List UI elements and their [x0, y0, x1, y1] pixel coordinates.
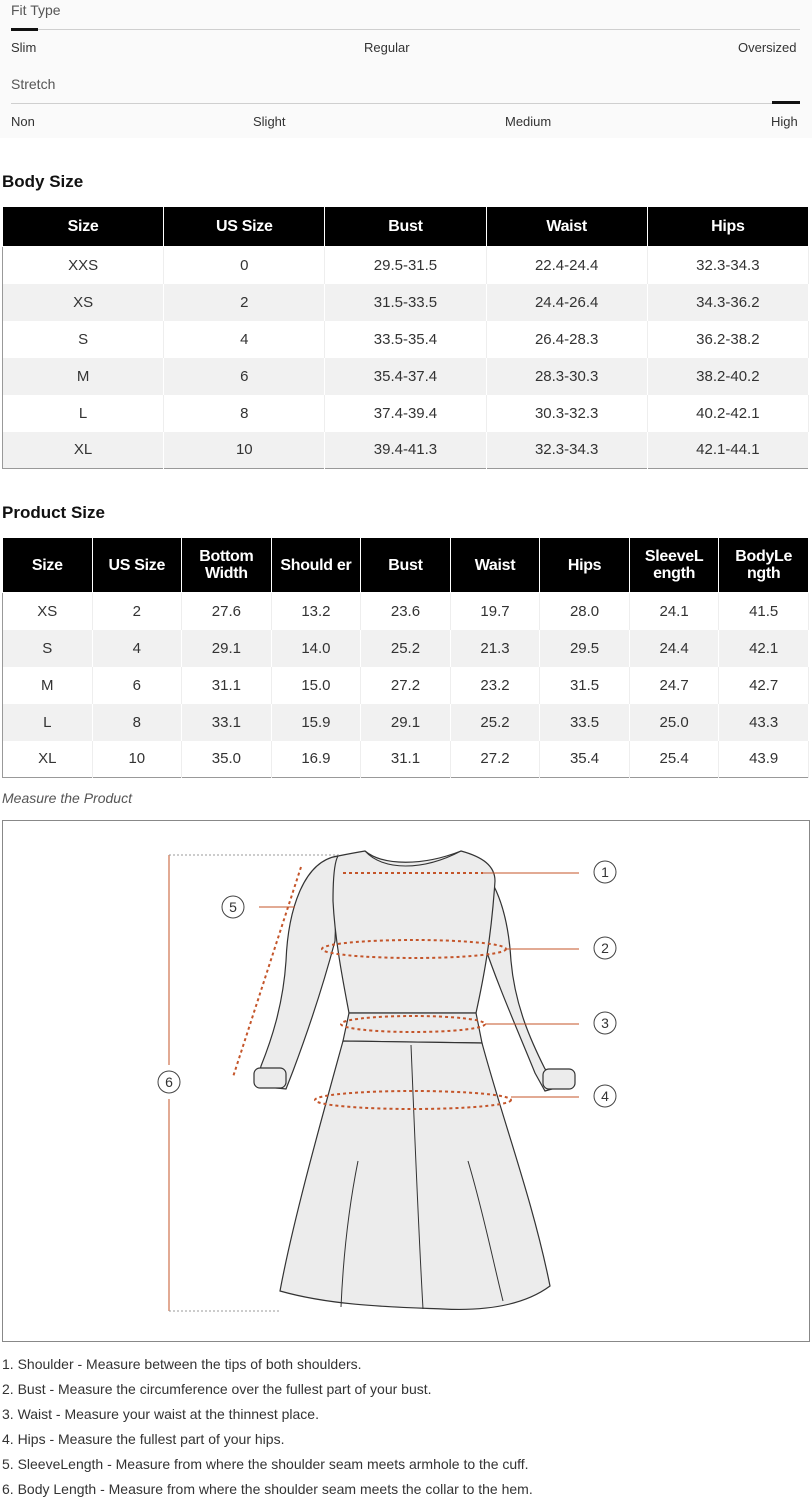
column-header: Waist: [450, 538, 540, 593]
table-cell: XS: [3, 593, 93, 630]
fit-type-label-oversized: Oversized: [738, 40, 797, 55]
table-cell: 37.4-39.4: [325, 395, 486, 432]
measurement-notes: [2, 1355, 810, 1505]
table-cell: 29.1: [182, 630, 272, 667]
table-cell: 15.0: [271, 667, 361, 704]
marker-label-3: 3: [601, 1015, 609, 1031]
bodice: [333, 851, 495, 1013]
table-cell: 14.0: [271, 630, 361, 667]
note-shoulder: 1. Shoulder - Measure between the tips of both shoulders.: [2, 1356, 362, 1372]
table-row: [3, 321, 809, 358]
column-header: US Size: [164, 207, 325, 247]
fit-type-track: [11, 29, 800, 30]
table-cell: 31.1: [361, 741, 451, 778]
table-cell: 2: [92, 593, 182, 630]
table-cell: 4: [164, 321, 325, 358]
product-size-title: Product Size: [2, 503, 105, 522]
column-header: Size: [3, 207, 164, 247]
table-cell: 19.7: [450, 593, 540, 630]
dress-illustration: [254, 851, 575, 1309]
product-size-table: [2, 537, 809, 778]
table-cell: 36.2-38.2: [647, 321, 808, 358]
table-cell: 42.1-44.1: [647, 432, 808, 469]
table-cell: 35.0: [182, 741, 272, 778]
table-cell: 25.0: [629, 704, 719, 741]
table-cell: XXS: [3, 247, 164, 284]
table-cell: 21.3: [450, 630, 540, 667]
table-cell: XL: [3, 741, 93, 778]
table-cell: 33.5: [540, 704, 630, 741]
table-cell: 29.1: [361, 704, 451, 741]
table-row: [3, 741, 809, 778]
table-cell: 23.2: [450, 667, 540, 704]
table-cell: 31.5: [540, 667, 630, 704]
stretch-label-medium: Medium: [505, 114, 552, 129]
table-cell: 35.4-37.4: [325, 358, 486, 395]
column-header: Should er: [271, 538, 361, 593]
table-cell: 27.2: [450, 741, 540, 778]
table-row: [3, 284, 809, 321]
left-cuff: [254, 1068, 286, 1088]
table-cell: 40.2-42.1: [647, 395, 808, 432]
measure-diagram: [2, 820, 810, 1342]
marker-label-1: 1: [601, 864, 609, 880]
table-cell: 22.4-24.4: [486, 247, 647, 284]
dress-diagram: [3, 821, 809, 1341]
left-sleeve: [256, 856, 338, 1089]
table-cell: XL: [3, 432, 164, 469]
table-cell: 35.4: [540, 741, 630, 778]
table-header-row: [3, 538, 809, 593]
table-cell: 33.5-35.4: [325, 321, 486, 358]
note-waist: 3. Waist - Measure your waist at the thinnest place.: [2, 1406, 319, 1422]
table-cell: 0: [164, 247, 325, 284]
table-row: [3, 395, 809, 432]
table-cell: 2: [164, 284, 325, 321]
table-cell: 26.4-28.3: [486, 321, 647, 358]
marker-label-6: 6: [165, 1074, 173, 1090]
table-cell: 43.9: [719, 741, 809, 778]
table-cell: 13.2: [271, 593, 361, 630]
table-cell: 23.6: [361, 593, 451, 630]
table-cell: 24.1: [629, 593, 719, 630]
column-header: Bust: [361, 538, 451, 593]
body-size-title: Body Size: [2, 172, 84, 191]
table-cell: 31.5-33.5: [325, 284, 486, 321]
stretch-label-non: Non: [11, 114, 35, 129]
column-header: Hips: [647, 207, 808, 247]
table-cell: 33.1: [182, 704, 272, 741]
table-cell: 29.5: [540, 630, 630, 667]
table-row: [3, 432, 809, 469]
fit-type-indicator: [11, 28, 38, 31]
table-cell: 6: [92, 667, 182, 704]
table-row: [3, 667, 809, 704]
marker-label-4: 4: [601, 1088, 609, 1104]
table-cell: 16.9: [271, 741, 361, 778]
table-cell: 10: [164, 432, 325, 469]
stretch-label-slight: Slight: [253, 114, 286, 129]
fit-stretch-panel: [0, 0, 812, 138]
table-cell: 34.3-36.2: [647, 284, 808, 321]
note-hips: 4. Hips - Measure the fullest part of your hips.: [2, 1431, 285, 1447]
body-size-table: [2, 206, 809, 469]
stretch-label-high: High: [771, 114, 798, 129]
column-header: SleeveL ength: [629, 538, 719, 593]
note-sleeve-length: 5. SleeveLength - Measure from where the shoulder seam meets armhole to the cuff.: [2, 1456, 529, 1472]
table-cell: S: [3, 321, 164, 358]
table-cell: 43.3: [719, 704, 809, 741]
table-cell: 38.2-40.2: [647, 358, 808, 395]
right-cuff: [543, 1069, 575, 1089]
table-cell: 6: [164, 358, 325, 395]
table-cell: 27.2: [361, 667, 451, 704]
table-cell: 24.7: [629, 667, 719, 704]
table-cell: 32.3-34.3: [486, 432, 647, 469]
table-cell: L: [3, 395, 164, 432]
table-row: [3, 704, 809, 741]
column-header: BodyLe ngth: [719, 538, 809, 593]
table-cell: 24.4: [629, 630, 719, 667]
note-bust: 2. Bust - Measure the circumference over the fullest part of your bust.: [2, 1381, 432, 1397]
table-cell: 29.5-31.5: [325, 247, 486, 284]
table-cell: S: [3, 630, 93, 667]
table-cell: 8: [164, 395, 325, 432]
column-header: Bottom Width: [182, 538, 272, 593]
table-row: [3, 358, 809, 395]
column-header: Size: [3, 538, 93, 593]
table-header-row: [3, 207, 809, 247]
marker-label-2: 2: [601, 940, 609, 956]
table-cell: 25.2: [361, 630, 451, 667]
table-row: [3, 630, 809, 667]
table-cell: 27.6: [182, 593, 272, 630]
fit-type-label-regular: Regular: [364, 40, 410, 55]
table-cell: 25.2: [450, 704, 540, 741]
table-cell: 8: [92, 704, 182, 741]
fit-type-title: Fit Type: [11, 2, 61, 18]
table-cell: 39.4-41.3: [325, 432, 486, 469]
fit-type-label-slim: Slim: [11, 40, 37, 55]
skirt: [280, 1041, 550, 1309]
table-cell: 10: [92, 741, 182, 778]
column-header: Waist: [486, 207, 647, 247]
table-cell: 31.1: [182, 667, 272, 704]
table-cell: 30.3-32.3: [486, 395, 647, 432]
table-cell: 28.0: [540, 593, 630, 630]
column-header: Bust: [325, 207, 486, 247]
note-body-length: 6. Body Length - Measure from where the shoulder seam meets the collar to the hem.: [2, 1481, 533, 1497]
marker-label-5: 5: [229, 899, 237, 915]
table-cell: L: [3, 704, 93, 741]
table-cell: 15.9: [271, 704, 361, 741]
table-cell: 4: [92, 630, 182, 667]
table-cell: 32.3-34.3: [647, 247, 808, 284]
table-cell: M: [3, 358, 164, 395]
table-cell: 28.3-30.3: [486, 358, 647, 395]
table-row: [3, 247, 809, 284]
table-cell: 42.1: [719, 630, 809, 667]
column-header: Hips: [540, 538, 630, 593]
stretch-title: Stretch: [11, 76, 56, 92]
table-cell: 25.4: [629, 741, 719, 778]
table-row: [3, 593, 809, 630]
stretch-track: [11, 103, 800, 104]
stretch-indicator: [772, 101, 800, 104]
column-header: US Size: [92, 538, 182, 593]
measure-caption: Measure the Product: [2, 790, 132, 806]
table-cell: 42.7: [719, 667, 809, 704]
table-cell: XS: [3, 284, 164, 321]
table-cell: 41.5: [719, 593, 809, 630]
table-cell: M: [3, 667, 93, 704]
table-cell: 24.4-26.4: [486, 284, 647, 321]
